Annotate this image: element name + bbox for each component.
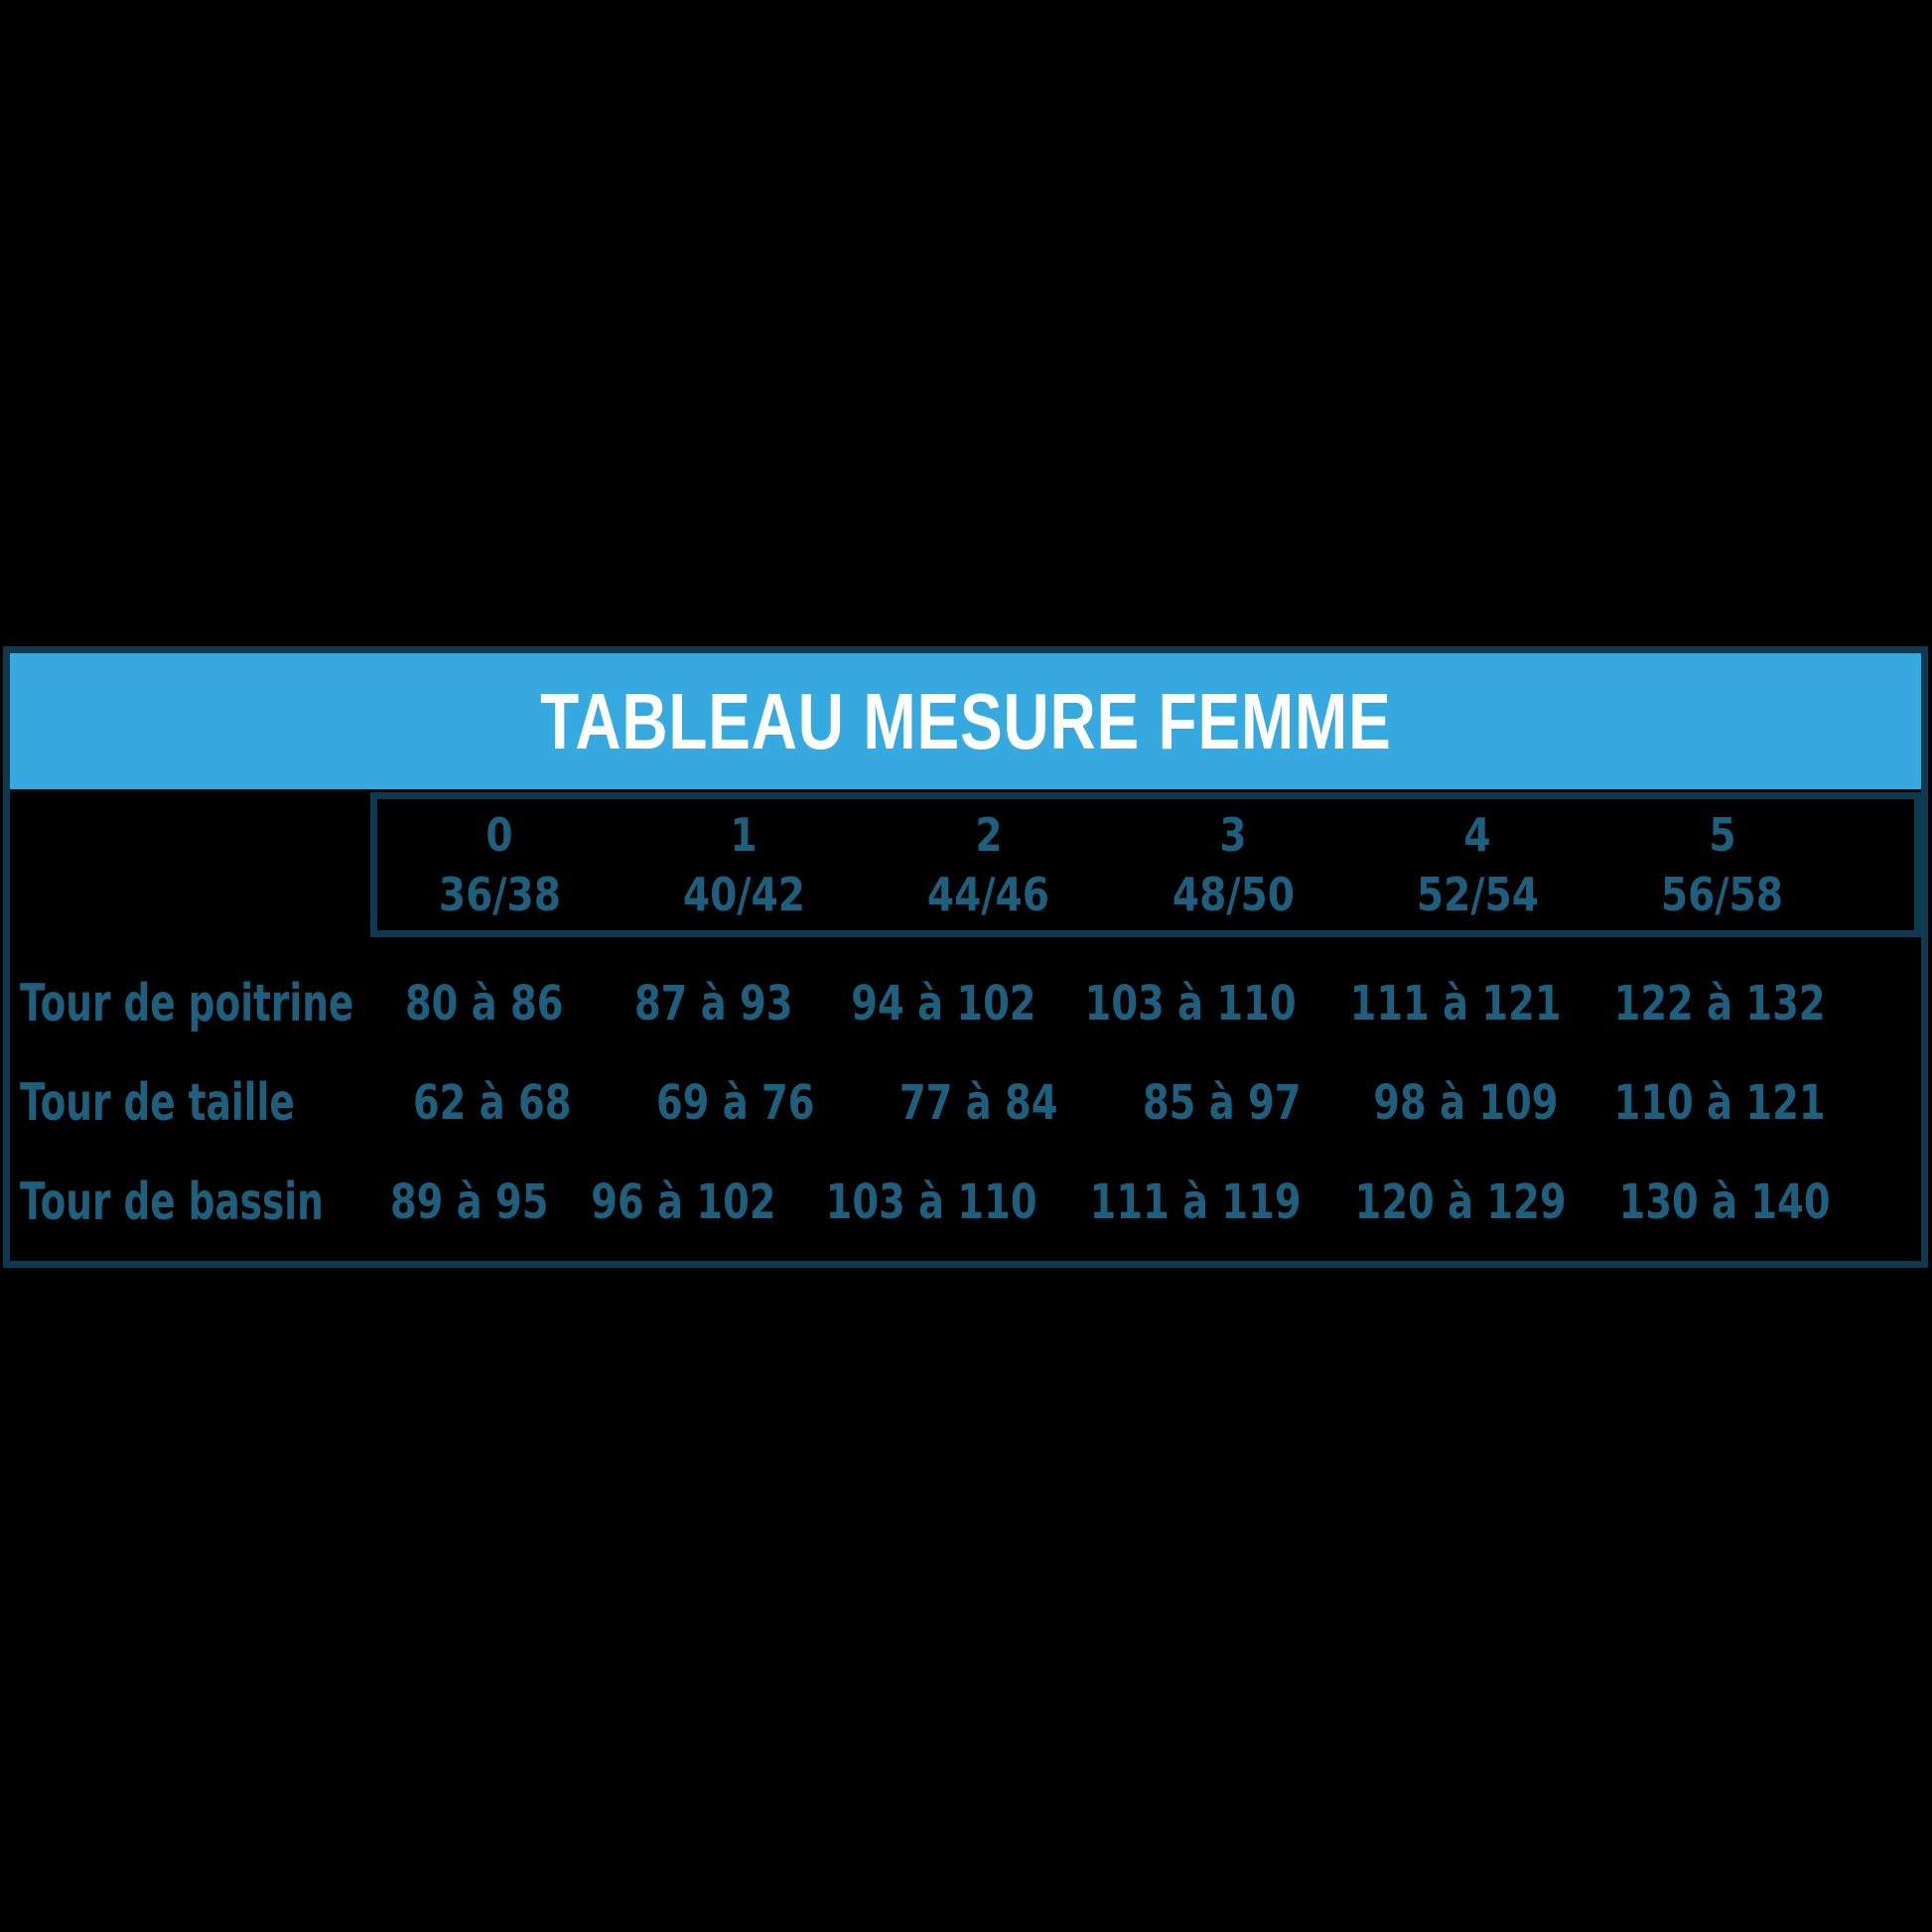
value-cell: [568, 1168, 799, 1237]
value-cell: [370, 1168, 568, 1237]
size-column-header: [621, 799, 866, 930]
value-cell: [1587, 1068, 1852, 1138]
measure-row-poitrine: [10, 969, 1921, 1038]
table-title: TABLEAU MESURE FEMME: [539, 676, 1392, 765]
value-cell: [370, 1068, 614, 1138]
value-text: 110 à 121: [1613, 1075, 1826, 1131]
size-column-header: [1355, 799, 1599, 930]
value-cell: [599, 969, 827, 1038]
value-text: 85 à 97: [1143, 1075, 1302, 1131]
value-text: 69 à 76: [655, 1075, 815, 1131]
value-cell: [828, 969, 1059, 1038]
value-text: 130 à 140: [1618, 1174, 1831, 1230]
size-number: 0: [485, 807, 513, 862]
size-number: 1: [730, 807, 759, 862]
row-label-text: Tour de taille: [20, 1073, 295, 1133]
value-text: 87 à 93: [633, 976, 793, 1032]
size-column-header: [1111, 799, 1355, 930]
value-text: 103 à 110: [1085, 976, 1297, 1032]
value-cell: [1328, 1168, 1592, 1237]
value-text: 62 à 68: [412, 1075, 572, 1131]
size-fr-range: 40/42: [682, 868, 806, 921]
size-column-header: [1600, 799, 1845, 930]
value-text: 122 à 132: [1613, 976, 1826, 1032]
row-label: [10, 974, 370, 1034]
value-cell: [370, 969, 599, 1038]
size-column-header: [867, 799, 1111, 930]
row-label-text: Tour de poitrine: [20, 974, 354, 1034]
size-number: 3: [1219, 807, 1247, 862]
value-cell: [1100, 1068, 1343, 1138]
value-text: 96 à 102: [591, 1174, 776, 1230]
value-text: 111 à 119: [1090, 1174, 1303, 1230]
size-number: 2: [975, 807, 1003, 862]
size-chart-table: [3, 646, 1928, 1268]
value-text: 80 à 86: [405, 976, 564, 1032]
size-number: 5: [1709, 807, 1736, 862]
measure-row-bassin: [10, 1168, 1921, 1237]
row-label: [10, 1073, 370, 1133]
value-text: 94 à 102: [850, 976, 1036, 1032]
value-text: 89 à 95: [389, 1174, 549, 1230]
value-cell: [614, 1068, 857, 1138]
row-values: [370, 1168, 1926, 1237]
value-cell: [1344, 1068, 1587, 1138]
value-cell: [1587, 969, 1852, 1038]
value-text: 98 à 109: [1373, 1075, 1559, 1131]
size-fr-range: 36/38: [438, 868, 561, 921]
value-text: 103 à 110: [825, 1174, 1037, 1230]
size-header-box: [370, 792, 1921, 937]
value-cell: [1323, 969, 1587, 1038]
size-number: 4: [1463, 807, 1492, 862]
value-text: 111 à 121: [1349, 976, 1562, 1032]
measure-row-taille: [10, 1068, 1921, 1138]
row-values: [370, 969, 1921, 1038]
value-cell: [857, 1068, 1100, 1138]
size-fr-range: 44/46: [927, 868, 1050, 921]
value-cell: [1592, 1168, 1857, 1237]
value-cell: [1063, 1168, 1327, 1237]
row-label: [10, 1173, 370, 1232]
row-values: [370, 1068, 1921, 1138]
value-text: 77 à 84: [899, 1075, 1058, 1131]
size-column-header: [377, 799, 621, 930]
value-text: 120 à 129: [1354, 1174, 1567, 1230]
value-cell: [799, 1168, 1063, 1237]
value-cell: [1058, 969, 1322, 1038]
size-fr-range: 48/50: [1172, 868, 1295, 921]
row-label-text: Tour de bassin: [20, 1173, 324, 1232]
size-fr-range: 52/54: [1416, 868, 1540, 921]
size-fr-range: 56/58: [1661, 868, 1784, 921]
table-title-bar: [10, 653, 1921, 789]
